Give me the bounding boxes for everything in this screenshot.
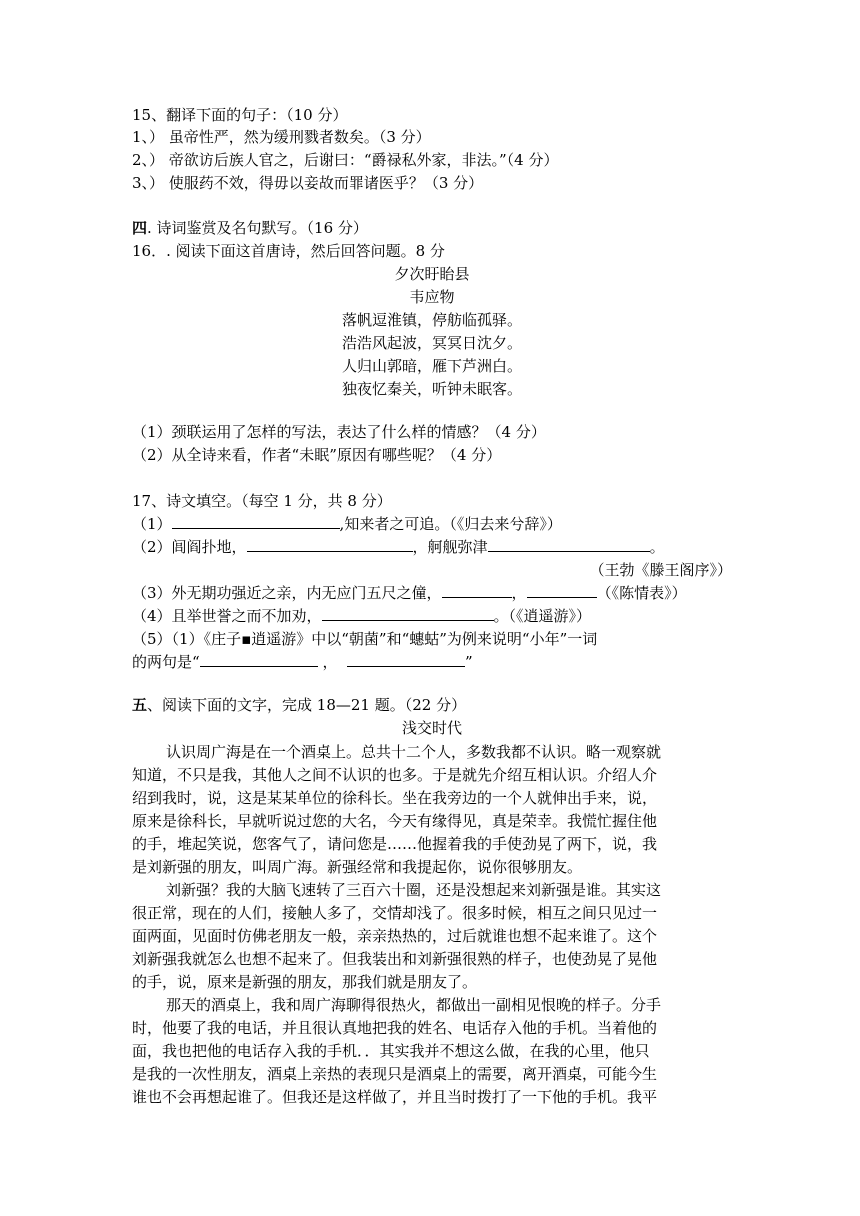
- fill-blank-4[interactable]: [442, 582, 512, 598]
- q17-line-3-source: （《陈情表》）: [596, 584, 687, 602]
- poem-line-3: 人归山郭暗，雁下芦洲白。: [341, 357, 522, 375]
- q17-line-1-text: ,知来者之可追。（《归去来兮辞》）: [339, 515, 562, 533]
- section-4-heading: [132, 217, 368, 239]
- section-5-number: 五: [132, 696, 148, 714]
- q17-line-2-text-a: （2）闾阎扑地，: [132, 538, 247, 556]
- q17-line-2-source: （王勃《滕王阁序》）: [589, 561, 732, 579]
- poem-line-2: 浩浩风起波，冥冥日沈夕。: [341, 334, 522, 352]
- q17-line-1: [132, 513, 562, 535]
- section-5-title: 、阅读下面的文字，完成 18—21 题。（22 分）: [147, 696, 467, 714]
- poem-line-1: 落帆逗淮镇，停舫临孤驿。: [341, 311, 522, 329]
- article-line: 面，我也把他的电话存入我的手机．．其实我并不想这么做，在我的心里，他只: [132, 1042, 650, 1060]
- q15-title: 15、翻译下面的句子：（10 分）: [132, 106, 348, 124]
- q17-line-3-text-b: ，: [511, 584, 527, 602]
- poem-author: 韦应物: [409, 288, 455, 306]
- article-line: 的手，堆起笑说，您客气了，请问您是……他握着我的手使劲晃了两下，说，我: [132, 835, 658, 853]
- article-line: 的手，说，原来是新强的朋友，那我们就是朋友了。: [132, 973, 478, 991]
- article-line: 谁也不会再想起谁了。但我还是这样做了，并且当时拨打了一下他的手机。我平: [132, 1088, 658, 1106]
- q17-line-2: [132, 536, 665, 558]
- q17-line-5b-text-d: ”: [464, 653, 473, 671]
- q17-line-5b: [132, 651, 473, 673]
- fill-blank-5[interactable]: [527, 582, 597, 598]
- q15-item-3: 3、） 使服药不效，得毋以妾故而罪诸医乎？（3 分）: [132, 174, 484, 192]
- poem-title: 夕次盱眙县: [394, 265, 470, 283]
- q17-line-4-text-a: （4）且举世誉之而不加劝，: [132, 607, 322, 625]
- q17-line-3-text-a: （3）外无期功强近之亲，内无应门五尺之僮，: [132, 584, 442, 602]
- section-5-heading: [132, 694, 466, 716]
- fill-blank-7[interactable]: [200, 651, 318, 667]
- article-line: 时，他要了我的电话，并且很认真地把我的姓名、电话存入他的手机。当着他的: [132, 1019, 658, 1037]
- q17-title: 17、诗文填空。（每空 1 分，共 8 分）: [132, 492, 392, 510]
- q17-line-5: （5）（1）《庄子▪逍遥游》中以“朝菌”和“蟪蛄”为例来说明“小年”一词: [132, 630, 598, 648]
- article-line: 很正常，现在的人们，接触人多了，交情却浅了。很多时候，相互之间只见过一: [132, 904, 658, 922]
- article-line: 刘新强我就怎么也想不起来了。但我装出和刘新强很熟的样子，也使劲晃了晃他: [132, 950, 658, 968]
- fill-blank-2[interactable]: [247, 536, 413, 552]
- article-line: 那天的酒桌上，我和周广海聊得很热火，都做出一副相见恨晚的样子。分手: [166, 996, 662, 1014]
- article-line: 绍到我时，说，这是某某单位的徐科长。坐在我旁边的一个人就伸出手来，说，: [132, 789, 658, 807]
- article-line: 刘新强？我的大脑飞速转了三百六十圈，还是没想起来刘新强是谁。其实这: [166, 881, 662, 899]
- q16-prompt: 16．. 阅读下面这首唐诗，然后回答问题。8 分: [132, 242, 445, 260]
- fill-blank-6[interactable]: [322, 605, 494, 621]
- q15-item-2: 2、） 帝欲访后族人官之，后谢曰：“爵禄私外家，非法。”（4 分）: [132, 151, 559, 169]
- q17-line-3: [132, 582, 687, 604]
- q17-line-4-text-b: 。（《逍遥游》）: [493, 607, 592, 625]
- q17-line-4: [132, 605, 591, 627]
- fill-blank-3[interactable]: [488, 536, 650, 552]
- article-line: 是刘新强的朋友，叫周广海。新强经常和我提起你，说你很够朋友。: [132, 858, 583, 876]
- q16-question-1: （1）颈联运用了怎样的写法，表达了什么样的情感？（4 分）: [132, 423, 546, 441]
- article-line: 知道，不只是我，其他人之间不认识的也多。于是就先介绍互相认识。介绍人介: [132, 766, 658, 784]
- article-line: 原来是徐科长，早就听说过您的大名，今天有缘得见，真是荣幸。我慌忙握住他: [132, 812, 658, 830]
- section-4-number: 四: [132, 219, 148, 237]
- q17-line-5b-text-a: 的两句是“: [132, 653, 200, 671]
- q15-item-1: 1、） 虽帝性严，然为缓刑戮者数矣。（3 分）: [132, 128, 431, 146]
- fill-blank-1[interactable]: [172, 513, 340, 529]
- q17-line-5b-sep: ，: [317, 653, 347, 671]
- article-line: 认识周广海是在一个酒桌上。总共十二个人，多数我都不认识。略一观察就: [166, 743, 662, 761]
- article-title: 浅交时代: [401, 719, 462, 737]
- poem-line-4: 独夜忆秦关，听钟未眠客。: [341, 380, 522, 398]
- section-4-title: . 诗词鉴赏及名句默写。（16 分）: [147, 219, 368, 237]
- q17-line-2-text-b: ，舸舰弥津: [412, 538, 488, 556]
- q17-line-2-text-c: 。: [649, 538, 665, 556]
- article-line: 面两面，见面时仿佛老朋友一般，亲亲热热的，过后就谁也想不起来谁了。这个: [132, 927, 658, 945]
- q16-question-2: （2）从全诗来看，作者“未眠”原因有哪些呢？（4 分）: [132, 446, 502, 464]
- article-line: 是我的一次性朋友，酒桌上亲热的表现只是酒桌上的需要，离开酒桌，可能今生: [132, 1065, 658, 1083]
- fill-blank-8[interactable]: [347, 651, 465, 667]
- q17-line-1-label: （1）: [132, 515, 172, 533]
